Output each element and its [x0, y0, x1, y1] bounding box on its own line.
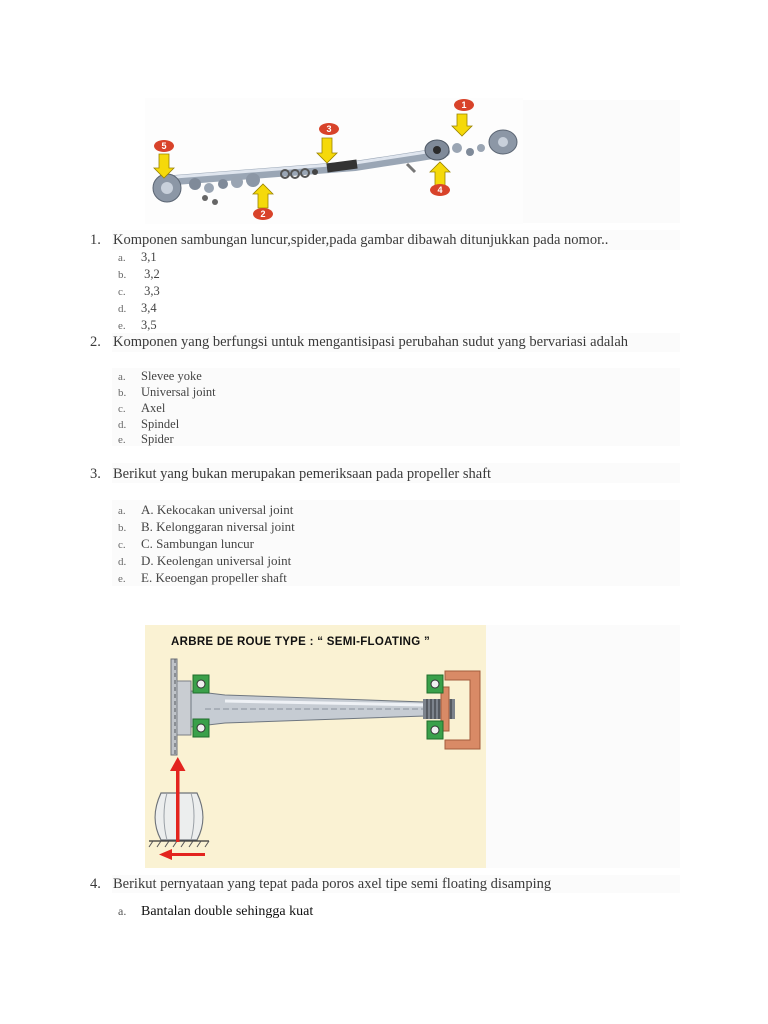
question-text: Berikut pernyataan yang tepat pada poros axel tipe semi floating disamping: [113, 876, 552, 892]
question-text: Komponen yang berfungsi untuk mengantisipasi perubahan sudut yang bervariasi adalah: [113, 334, 629, 350]
diagram-title: ARBRE DE ROUE TYPE : “ SEMI-FLOATING ”: [171, 636, 431, 648]
q1-option-d: d. 3,4: [118, 301, 157, 315]
callout-label-1: 1: [461, 100, 467, 110]
q2-option-a: a. Slevee yoke: [118, 369, 202, 383]
question-number: 3.: [90, 466, 101, 482]
q2-option-b: b. Universal joint: [118, 385, 216, 399]
question-3: [90, 466, 491, 483]
semi-floating-axle-diagram: [145, 625, 486, 868]
question-number: 2.: [90, 334, 101, 350]
q2-option-e: e. Spider: [118, 432, 174, 446]
q2-option-c: c. Axel: [118, 401, 166, 415]
callout-label-5: 5: [161, 141, 167, 151]
propeller-shaft-diagram: [145, 98, 523, 224]
question-number: 1.: [90, 232, 101, 248]
q3-option-a: a. A. Kekocakan universal joint: [118, 502, 294, 517]
question-text: Berikut yang bukan merupakan pemeriksaan pada propeller shaft: [113, 466, 492, 482]
q1-option-b: b. 3,2: [118, 267, 160, 281]
callout-label-2: 2: [260, 209, 266, 219]
question-text: Komponen sambungan luncur,spider,pada gambar dibawah ditunjukkan pada nomor..: [113, 232, 609, 248]
q3-option-b: b. B. Kelonggaran niversal joint: [118, 519, 295, 534]
q1-option-e: e. 3,5: [118, 318, 157, 332]
callout-label-3: 3: [326, 124, 332, 134]
question-number: 4.: [90, 876, 101, 892]
question-4: [90, 876, 551, 893]
q3-option-d: d. D. Keolengan universal joint: [118, 553, 292, 568]
q1-option-c: c. 3,3: [118, 284, 160, 298]
q1-option-a: a. 3,1: [118, 250, 157, 264]
q3-option-c: c. C. Sambungan luncur: [118, 536, 255, 551]
q3-option-e: e. E. Keoengan propeller shaft: [118, 570, 287, 585]
q4-option-a: a. Bantalan double sehingga kuat: [118, 904, 314, 919]
callout-label-4: 4: [437, 185, 443, 195]
question-2: [90, 334, 628, 351]
question-1: [90, 232, 608, 249]
q2-option-d: d. Spindel: [118, 417, 180, 431]
